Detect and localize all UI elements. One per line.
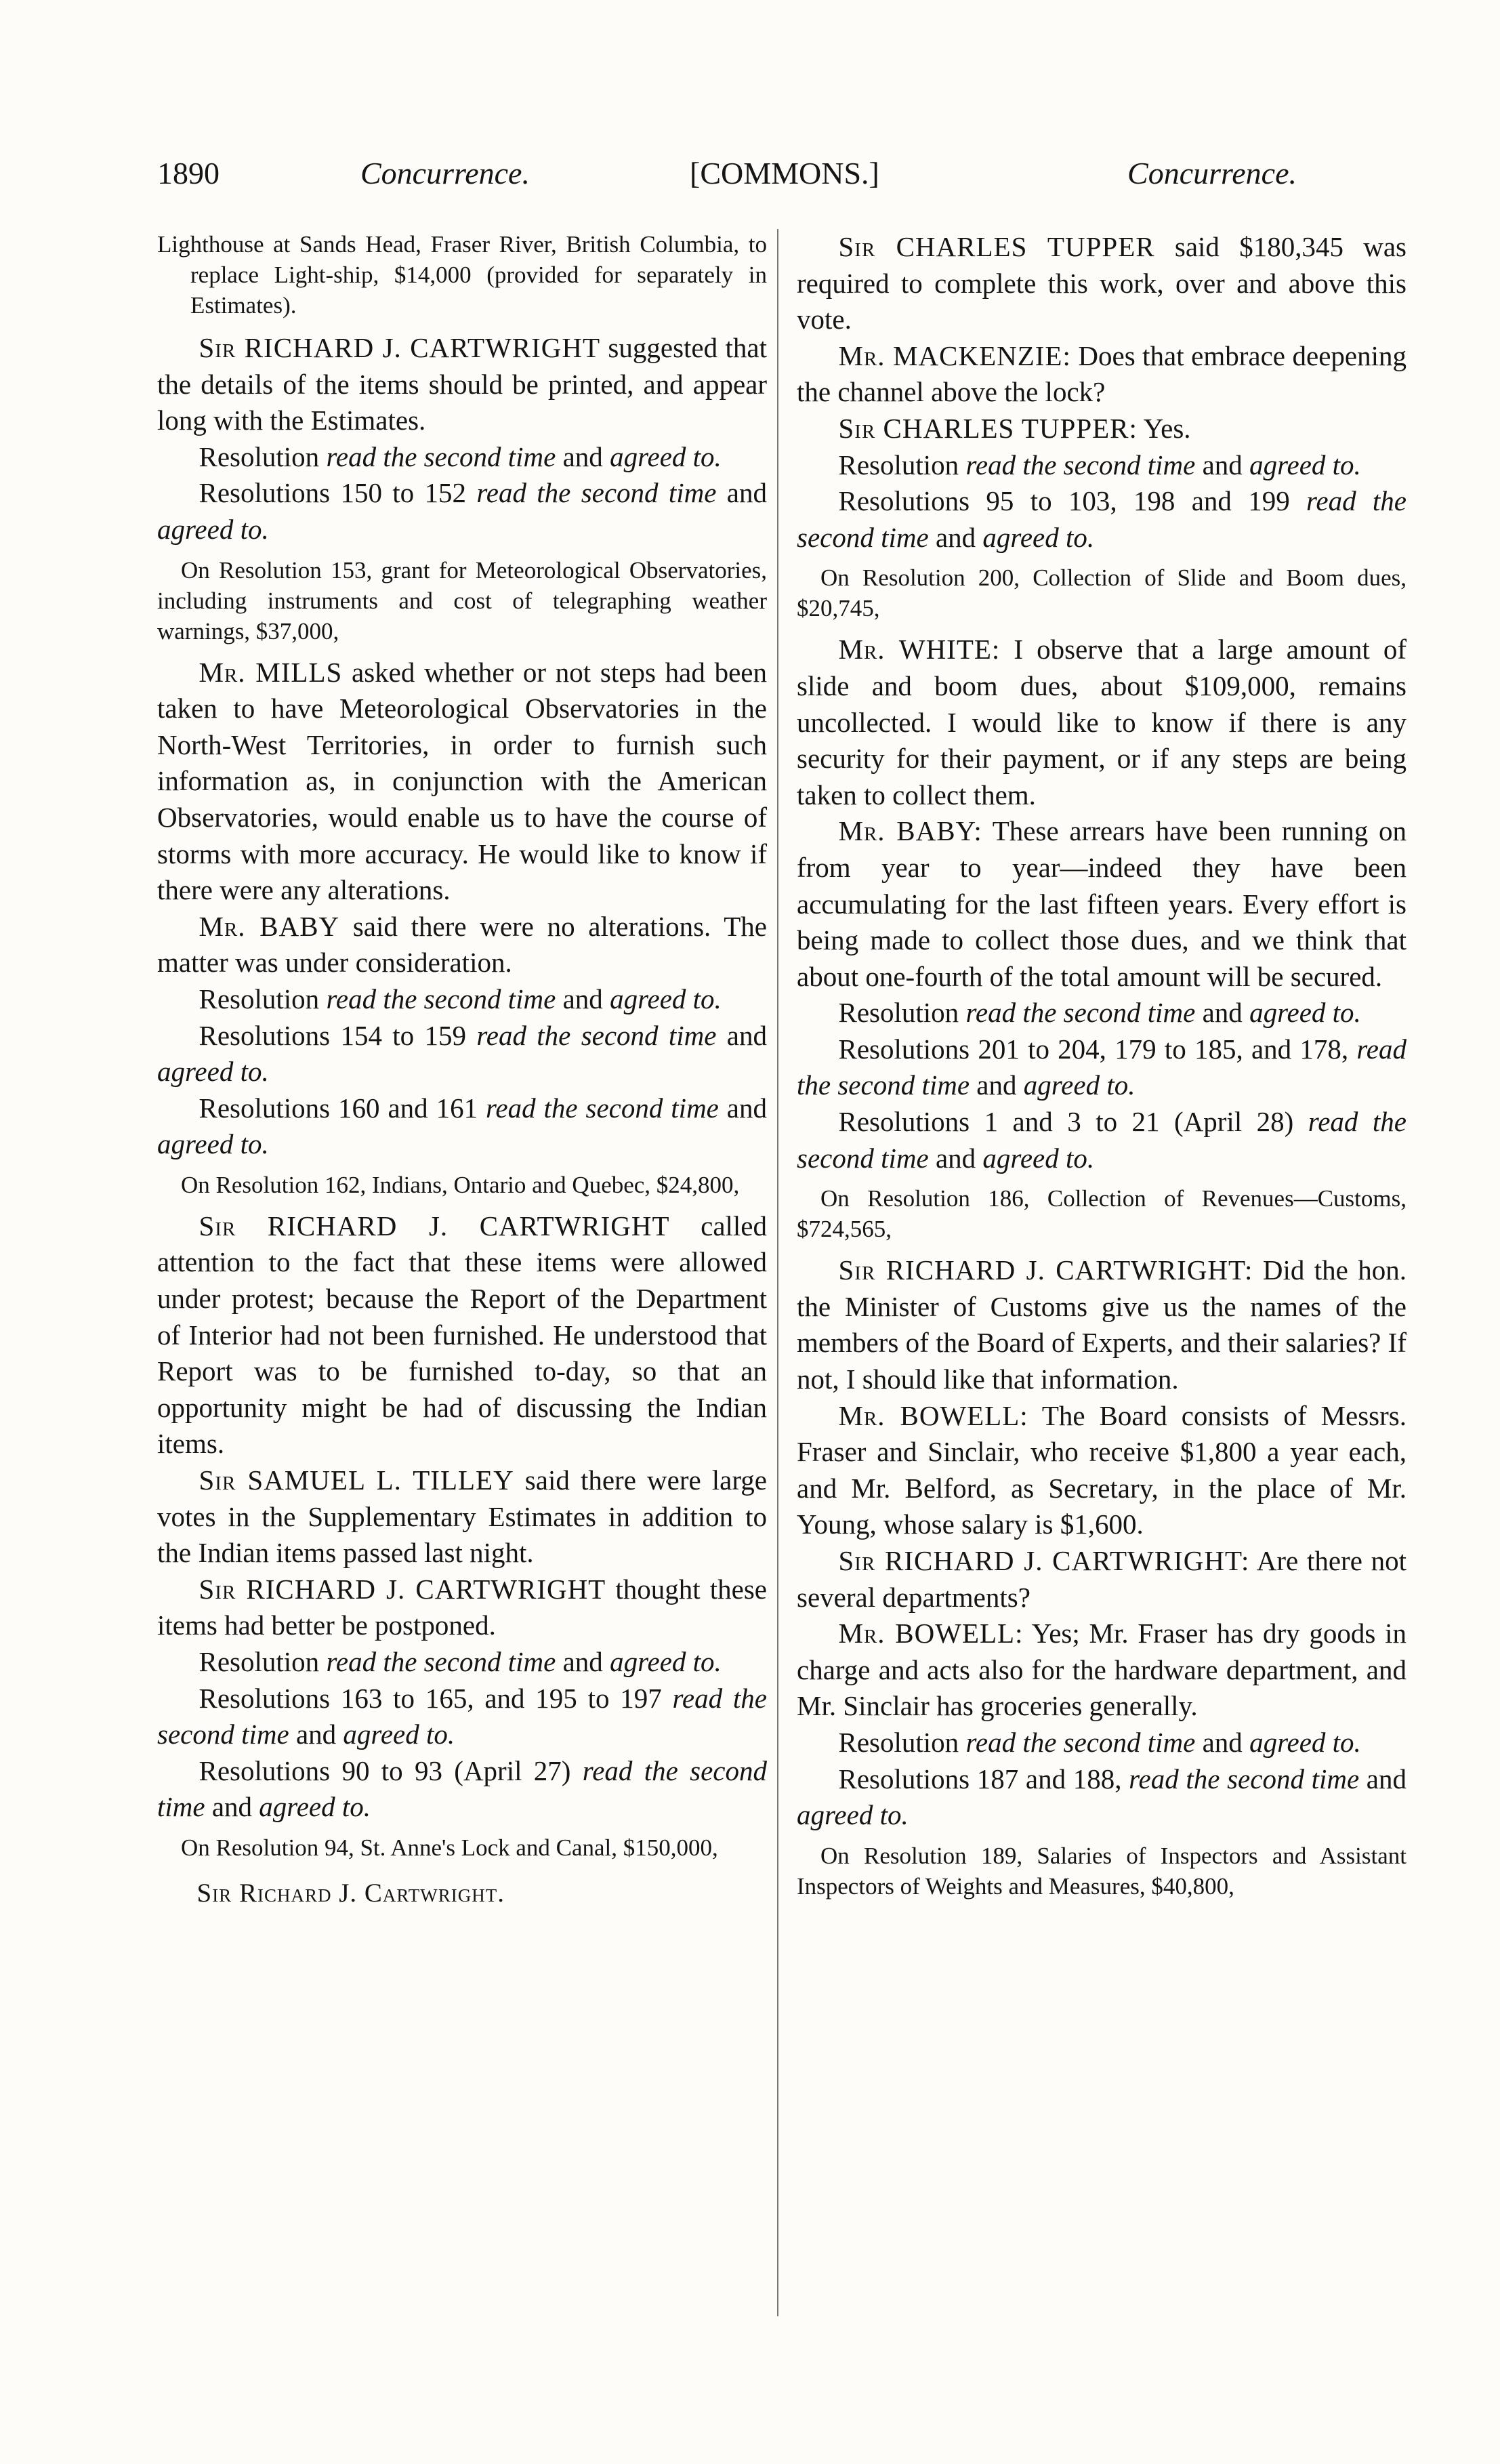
header-center-title: [COMMONS.] (690, 156, 879, 190)
speaker-name: Sir SAMUEL L. TILLEY (199, 1464, 514, 1496)
speaker-name: Mr. BABY: (838, 815, 982, 847)
motion-paragraph (157, 475, 767, 548)
speech-paragraph (797, 1252, 1407, 1397)
speech-paragraph (797, 338, 1407, 411)
motion-italic: agreed to. (1249, 997, 1361, 1029)
speaker-name: Sir CHARLES TUPPER: (838, 412, 1138, 444)
motion-italic: agreed to. (610, 1646, 722, 1677)
speaker-name: Mr. WHITE: (838, 634, 1001, 665)
motion-text: Resolutions 1 and 3 to 21 (April 28) (838, 1106, 1308, 1138)
speech-text: These arrears have been running on from year to year—indeed they have been accumulating for the last fifteen years. Every effort is being made to collect those dues, and we think that about one-fourth of the total amount will be secured. (797, 815, 1407, 992)
speaker-name: Mr. BABY (199, 910, 340, 942)
motion-paragraph (797, 1725, 1407, 1761)
motion-text: Resolutions 150 to 152 (199, 477, 477, 509)
speech-text: called attention to the fact that these items were allowed under protest; because the Report of the Department of Interior had not been furnished. He understood that Report was to be furnished to-day, so that an opportunity might be had of discussing the Indian items. (157, 1210, 767, 1460)
motion-paragraph (797, 447, 1407, 484)
motion-italic: agreed to. (1249, 1726, 1361, 1758)
motion-text: Resolutions 163 to 165, and 195 to 197 (199, 1682, 673, 1714)
speech-text: thought these items had better be postponed. (157, 1573, 767, 1641)
motion-italic: read the second time (797, 485, 1407, 553)
speaker-name: Mr. MILLS (199, 656, 343, 688)
motion-italic: read the second time (797, 1033, 1407, 1101)
header-left-title: Concurrence. (360, 156, 530, 190)
speech-text: said there were no alterations. The matter was under consideration. (157, 910, 767, 979)
speaker-name: Mr. MACKENZIE: (838, 340, 1071, 371)
motion-italic: read the second time (965, 449, 1196, 480)
speech-paragraph (797, 1616, 1407, 1725)
motion-italic: read the second time (797, 1106, 1407, 1174)
speaker-name: Mr. BOWELL: (838, 1399, 1028, 1431)
speech-paragraph (157, 909, 767, 981)
motion-italic: agreed to. (157, 1056, 269, 1088)
motion-italic: agreed to. (797, 1799, 909, 1831)
motion-text: Resolutions 187 and 188, (838, 1763, 1129, 1794)
motion-text: and (556, 440, 610, 472)
speech-paragraph (157, 1572, 767, 1644)
left-column (157, 229, 767, 1938)
speech-text: asked whether or not steps had been taken to have Meteorological Observatories in the North-West Territories, in order to furnish such information as, in conjunction with the American Observatories, would enable us to have the course of storms with more accuracy. He would like to know if there were any alterations. (157, 656, 767, 906)
motion-text: Resolutions 201 to 204, 179 to 185, and 178, (838, 1033, 1357, 1065)
motion-italic: agreed to. (610, 440, 722, 472)
speech-paragraph (157, 1462, 767, 1572)
motion-paragraph (157, 439, 767, 476)
speech-paragraph (797, 813, 1407, 995)
speaker-name: Sir RICHARD J. CARTWRIGHT (199, 332, 601, 363)
motion-text: and (289, 1719, 343, 1750)
motion-text: Resolutions 90 to 93 (April 27) (199, 1754, 583, 1786)
resolution-intro: On Resolution 189, Salaries of Inspectors and Assistant Inspectors of Weights and Measures, $40,800, (797, 1842, 1407, 1900)
speech-text: Did the hon. the Minister of Customs give us the names of the members of the Board of Experts, and their salaries? If not, I should like that information. (797, 1254, 1407, 1395)
motion-italic: agreed to. (982, 1142, 1095, 1174)
motion-italic: agreed to. (157, 1128, 269, 1160)
motion-italic: read the second time (326, 983, 556, 1014)
motion-italic: read the second time (485, 1092, 719, 1124)
speech-text: said $180,345 was required to complete this work, over and above this vote. (797, 231, 1407, 335)
speech-text: Yes. (1137, 412, 1191, 444)
speech-text: said there were large votes in the Supplementary Estimates in addition to the Indian items passed last night. (157, 1464, 767, 1569)
motion-paragraph (157, 1090, 767, 1163)
motion-text: and (1359, 1763, 1407, 1794)
motion-text: Resolution (838, 997, 966, 1029)
resolution-intro: On Resolution 200, Collection of Slide and Boom dues, $20,745, (797, 564, 1407, 622)
speech-paragraph (797, 1398, 1407, 1543)
motion-text: and (718, 1092, 768, 1124)
motion-text: and (928, 1142, 983, 1174)
motion-paragraph (797, 1761, 1407, 1834)
resolution-intro: On Resolution 94, St. Anne's Lock and Canal, $150,000, (181, 1834, 718, 1861)
motion-text: Resolutions 154 to 159 (199, 1019, 477, 1051)
speech-text: Yes; Mr. Fraser has dry goods in charge and acts also for the hardware department, and Mr. Sinclair has groceries generally. (797, 1618, 1407, 1722)
resolution-intro: On Resolution 186, Collection of Revenues—Customs, $724,565, (797, 1185, 1407, 1243)
motion-paragraph (157, 1681, 767, 1753)
motion-text: Resolution (838, 1726, 966, 1758)
speaker-name: Sir RICHARD J. CARTWRIGHT: (838, 1545, 1250, 1576)
motion-paragraph (797, 483, 1407, 556)
motion-paragraph (157, 1018, 767, 1090)
motion-paragraph (797, 1031, 1407, 1104)
motion-text: Resolutions 160 and 161 (199, 1092, 486, 1124)
motion-text: and (1195, 1726, 1250, 1758)
right-column (797, 229, 1407, 1910)
speaker-name: Sir RICHARD J. CARTWRIGHT: (838, 1254, 1253, 1286)
speech-text: I observe that a large amount of slide and boom dues, about $109,000, remains uncollected. I would like to know if there is any security for their payment, or if any steps are being taken to collect them. (797, 634, 1407, 810)
motion-italic: agreed to. (157, 513, 269, 545)
speaker-name: Mr. BOWELL: (838, 1618, 1024, 1649)
motion-text: and (1195, 449, 1250, 480)
motion-paragraph (157, 981, 767, 1018)
motion-italic: read the second time (157, 1754, 767, 1823)
resolution-item: Lighthouse at Sands Head, Fraser River, British Columbia, to replace Light-ship, $14,000 (provided for separately in Estimates). (157, 231, 767, 319)
motion-paragraph (157, 1753, 767, 1826)
motion-paragraph (157, 1644, 767, 1681)
motion-text: Resolution (199, 440, 327, 472)
motion-italic: read the second time (157, 1682, 767, 1750)
speaker-heading: Sir Richard J. Cartwright. (196, 1878, 505, 1908)
motion-italic: read the second time (326, 440, 556, 472)
motion-italic: agreed to. (610, 983, 722, 1014)
motion-text: Resolutions 95 to 103, 198 and 199 (838, 485, 1306, 517)
resolution-intro: On Resolution 162, Indians, Ontario and Quebec, $24,800, (181, 1171, 740, 1198)
speech-paragraph (797, 229, 1407, 338)
motion-text: and (970, 1069, 1024, 1101)
speech-text: Does that embrace deepening the channel above the lock? (797, 340, 1407, 408)
speech-paragraph (157, 1208, 767, 1462)
speech-text: suggested that the details of the items should be printed, and appear long with the Estimates. (157, 332, 767, 436)
motion-italic: read the second time (476, 1019, 717, 1051)
motion-italic: read the second time (476, 477, 717, 509)
motion-italic: read the second time (965, 1726, 1196, 1758)
speech-text: The Board consists of Messrs. Fraser and Sinclair, who receive $1,800 a year each, and Mr. Belford, as Secretary, in the place of Mr. Young, whose salary is $1,600. (797, 1399, 1407, 1540)
speech-text: Are there not several departments? (797, 1545, 1407, 1613)
motion-italic: read the second time (326, 1646, 556, 1677)
motion-italic: agreed to. (343, 1719, 455, 1750)
speech-paragraph (797, 411, 1407, 447)
motion-text: and (556, 1646, 610, 1677)
motion-paragraph (797, 995, 1407, 1031)
running-header (157, 153, 1297, 194)
speech-paragraph (797, 1543, 1407, 1616)
motion-italic: agreed to. (982, 521, 1095, 553)
page-number: 1890 (157, 156, 220, 190)
motion-text: and (716, 477, 767, 509)
motion-text: Resolution (199, 1646, 327, 1677)
speaker-name: Sir RICHARD J. CARTWRIGHT (199, 1573, 606, 1605)
motion-italic: read the second time (1129, 1763, 1360, 1794)
speaker-name: Sir CHARLES TUPPER (838, 231, 1155, 262)
motion-italic: agreed to. (259, 1791, 371, 1823)
column-divider (777, 229, 778, 2316)
motion-italic: agreed to. (1023, 1069, 1136, 1101)
motion-text: and (205, 1791, 259, 1823)
motion-paragraph (797, 1104, 1407, 1176)
motion-text: Resolution (199, 983, 327, 1014)
motion-italic: agreed to. (1249, 449, 1361, 480)
motion-text: and (928, 521, 983, 553)
speaker-name: Sir RICHARD J. CARTWRIGHT (199, 1210, 670, 1241)
motion-italic: read the second time (965, 997, 1196, 1029)
speech-paragraph (157, 330, 767, 439)
motion-text: and (1195, 997, 1250, 1029)
motion-text: and (556, 983, 610, 1014)
resolution-intro: On Resolution 153, grant for Meteorological Observatories, including instruments and cost of telegraphing weather warnings, $37,000, (157, 556, 767, 644)
speech-paragraph (157, 655, 767, 909)
header-right-title: Concurrence. (1127, 156, 1297, 190)
speech-paragraph (797, 632, 1407, 813)
motion-text: and (716, 1019, 767, 1051)
motion-text: Resolution (838, 449, 966, 480)
